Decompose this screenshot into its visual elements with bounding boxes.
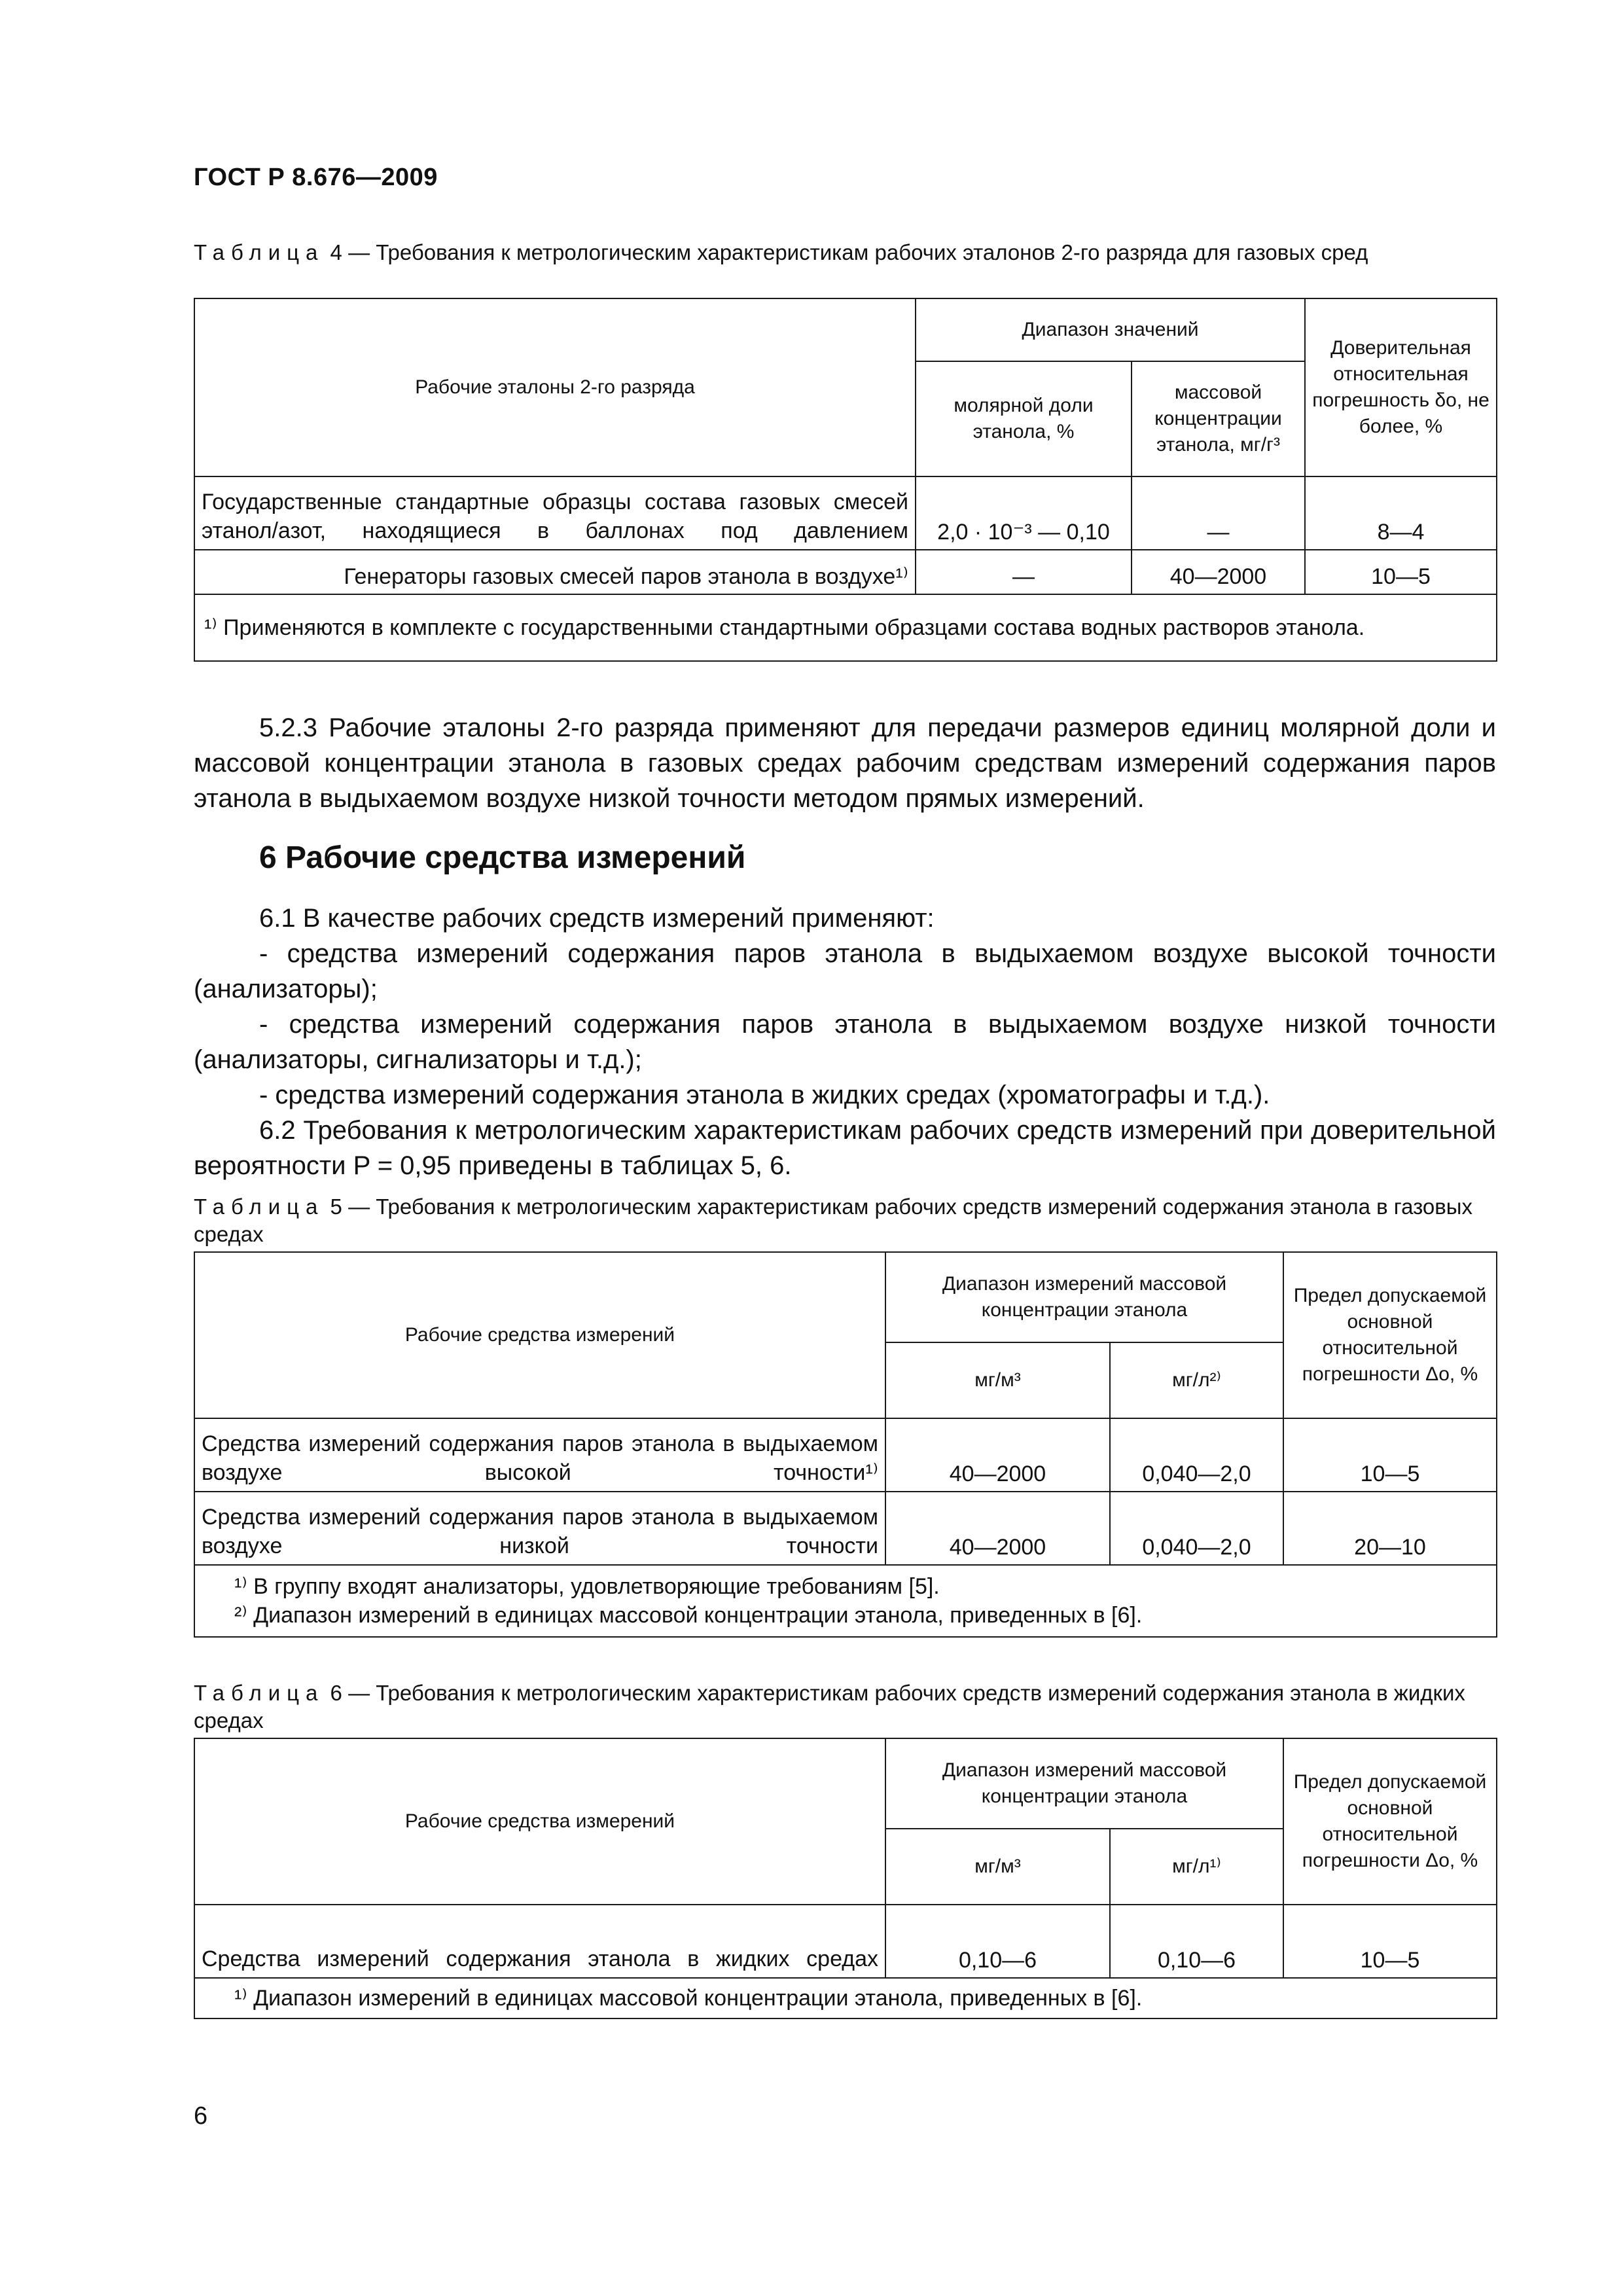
paragraph-5-2-3-text: 5.2.3 Рабочие эталоны 2-го разряда применяют для передачи размеров единиц молярной доли и массовой концентрации этанола в газовых средах рабочим средствам измерений содержания паров этанола в выдыхаемом воздухе низкой точности методом прямых измерений. <box>194 713 1496 813</box>
table5-row2-mg-m3: 40—2000 <box>885 1492 1110 1565</box>
table5-row1-name: Средства измерений содержания паров этанола в выдыхаемом воздухе высокой точности¹⁾ <box>194 1418 885 1492</box>
table6-row1-name: Средства измерений содержания этанола в жидких средах <box>194 1905 885 1978</box>
table5-head-mg-m3: мг/м³ <box>885 1342 1110 1418</box>
table6-row1-mg-l: 0,10—6 <box>1110 1905 1283 1978</box>
table5-footnotes <box>194 1565 1497 1637</box>
table5-row1-mg-m3: 40—2000 <box>885 1418 1110 1492</box>
table5-row2-limit: 20—10 <box>1283 1492 1497 1565</box>
table-6 <box>194 1738 1497 2019</box>
paragraph-6-1: 6.1 В качестве рабочих средств измерений применяют: <box>259 904 935 933</box>
table5-caption-text: 5 — Требования к метрологическим характеристикам рабочих средств измерений содержания этанола в газовых средах <box>194 1194 1472 1246</box>
table4-head-confidence-error: Доверительная относительная погрешность δо, не более, % <box>1305 298 1497 476</box>
table4-row2-name: Генераторы газовых смесей паров этанола в воздухе¹⁾ <box>194 550 916 594</box>
table4-row2-molar: — <box>916 550 1132 594</box>
table6-head-mg-m3: мг/м³ <box>885 1829 1110 1905</box>
table6-footnote: ¹⁾ Диапазон измерений в единицах массовой концентрации этанола, приведенных в [6]. <box>194 1978 1497 2018</box>
table4-row1-molar: 2,0 · 10⁻³ — 0,10 <box>916 476 1132 550</box>
table5-head-error-limit: Предел допускаемой основной относительной погрешности Δо, % <box>1283 1252 1497 1418</box>
table5-row1-limit: 10—5 <box>1283 1418 1497 1492</box>
table6-head-mg-l: мг/л¹⁾ <box>1110 1829 1283 1905</box>
list-item: - средства измерений содержания паров этанола в выдыхаемом воздухе высокой точности (анализаторы); <box>194 939 1496 1003</box>
table5-head-instruments: Рабочие средства измерений <box>194 1252 885 1418</box>
table4-caption-word: Таблица <box>194 240 325 264</box>
table6-caption-text: 6 — Требования к метрологическим характеристикам рабочих средств измерений содержания этанола в жидких средах <box>194 1681 1465 1732</box>
table4-head-molar: молярной доли этанола, % <box>916 361 1132 476</box>
table5-head-mg-l: мг/л²⁾ <box>1110 1342 1283 1418</box>
table4-head-mass: массовой концентрации этанола, мг/г³ <box>1132 361 1305 476</box>
table5-row2-name: Средства измерений содержания паров этанола в выдыхаемом воздухе низкой точности <box>194 1492 885 1565</box>
table-row <box>194 1492 1497 1565</box>
paragraph-6-2: 6.2 Требования к метрологическим характеристикам рабочих средств измерений при доверительной вероятности P = 0,95 приведены в таблицах 5, 6. <box>194 1116 1496 1180</box>
document-header: ГОСТ Р 8.676—2009 <box>194 164 438 191</box>
table4-row1-error: 8—4 <box>1305 476 1497 550</box>
list-item: - средства измерений содержания этанола в жидких средах (хроматографы и т.д.). <box>259 1081 1270 1109</box>
table4-row2-mass: 40—2000 <box>1132 550 1305 594</box>
section-6-body <box>194 901 1496 1183</box>
table6-head-instruments: Рабочие средства измерений <box>194 1738 885 1905</box>
table4-row2-error: 10—5 <box>1305 550 1497 594</box>
table4-row1-name: Государственные стандартные образцы состава газовых смесей этанол/азот, находящиеся в баллонах под давлением <box>194 476 916 550</box>
table-row <box>194 1905 1497 1978</box>
table5-footnote-1: ¹⁾ В группу входят анализаторы, удовлетворяющие требованиям [5]. <box>234 1574 940 1599</box>
table4-caption <box>194 239 1496 266</box>
table6-head-error-limit: Предел допускаемой основной относительной погрешности Δо, % <box>1283 1738 1497 1905</box>
table4-caption-text: 4 — Требования к метрологическим характеристикам рабочих эталонов 2-го разряда для газовых сред <box>324 240 1368 264</box>
table-row <box>194 550 1497 594</box>
table6-row1-limit: 10—5 <box>1283 1905 1497 1978</box>
table4-head-range: Диапазон значений <box>916 298 1305 361</box>
table5-row2-mg-l: 0,040—2,0 <box>1110 1492 1283 1565</box>
table6-row1-mg-m3: 0,10—6 <box>885 1905 1110 1978</box>
table4-footnote: ¹⁾ Применяются в комплекте с государственными стандартными образцами состава водных растворов этанола. <box>194 594 1497 661</box>
table4-row1-mass: — <box>1132 476 1305 550</box>
table4-head-standards: Рабочие эталоны 2-го разряда <box>194 298 916 476</box>
table6-caption-word: Таблица <box>194 1681 325 1705</box>
table5-head-range: Диапазон измерений массовой концентрации этанола <box>885 1252 1283 1342</box>
section-6-title: 6 Рабочие средства измерений <box>259 840 746 875</box>
table-5 <box>194 1251 1497 1638</box>
table5-row1-mg-l: 0,040—2,0 <box>1110 1418 1283 1492</box>
table-row <box>194 1418 1497 1492</box>
table6-caption <box>194 1679 1496 1734</box>
table5-footnote-2: ²⁾ Диапазон измерений в единицах массовой концентрации этанола, приведенных в [6]. <box>234 1603 1143 1628</box>
table5-caption <box>194 1193 1496 1248</box>
paragraph-5-2-3 <box>194 710 1496 816</box>
table-row <box>194 476 1497 550</box>
table5-caption-word: Таблица <box>194 1194 325 1219</box>
list-item: - средства измерений содержания паров этанола в выдыхаемом воздухе низкой точности (анализаторы, сигнализаторы и т.д.); <box>194 1010 1496 1074</box>
table-4 <box>194 298 1497 662</box>
table6-head-range: Диапазон измерений массовой концентрации этанола <box>885 1738 1283 1829</box>
page-number: 6 <box>194 2102 208 2130</box>
